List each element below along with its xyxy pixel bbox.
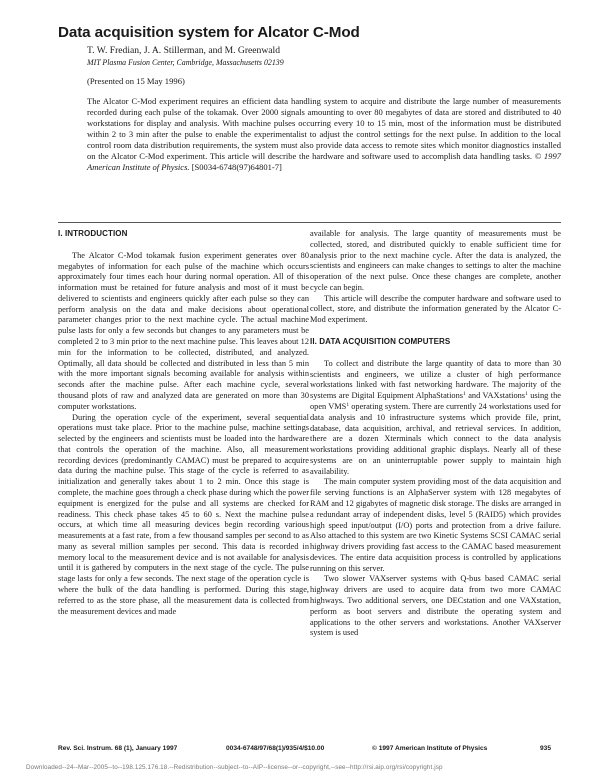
author-affiliation: MIT Plasma Fusion Center, Cambridge, Massachusetts 02139 [87,58,284,67]
section-heading-introduction: I. INTRODUCTION [58,229,128,238]
intro-paragraph-1: The Alcator C-Mod tokamak fusion experiment generates over 80 megabytes of information for each pulse of the machine which occurs approximately four times each hour during normal operation. All of this information must be retained for future analysis and most of it must be delivered to scientists and engineers quickly after each pulse so they can perform analysis on the data and make decisions about operational parameter changes prior to the next machine cycle. The actual machine pulse lasts for only a few seconds but changes to any parameters must be completed 2 to 3 min prior to the next machine pulse. This leaves about 12 min for the information to be collected, distributed, and analyzed. Optimally, all data should be collected and distributed in less than 5 min with the more important signals becoming available for analysis within seconds after the machine pulse. After each machine cycle, several thousand plots of raw and analyzed data are generated on more than 30 computer workstations. [58,250,309,411]
footer-code: 0034-6748/97/68(1)/935/4/$10.00 [226,745,325,752]
abstract-copyright: © 1997 American Institute of Physics. [87,150,562,172]
page-number: 935 [540,745,552,752]
footnote-ref[interactable]: 1 [463,391,466,398]
abstract-text: The Alcator C-Mod experiment requires an efficient data handling system to acquire and distribute the large number of measurements recorded during each pulse of the tokamak. Over 2000 signals amounting to over 80 megabytes of data are stored and distributed to 40 workstations for display and analysis. With machine pulses occurring every 10 to 15 min, most of the information must be distributed within 2 to 3 min after the pulse to enable the experimentalist to adjust the control settings for the next pulse. In addition to the local control room data distribution requirements, the system must also provide data access to remote sites which monitor diagnostics installed on the Alcator C-Mod experiment. This article will describe the hardware and software used to accomplish data handling tasks. [87,96,561,161]
paper-title: Data acquisition system for Alcator C-Mod [58,24,360,41]
intro-paragraph-last: This article will describe the computer hardware and software used to collect, store, and distribute the information generated by the Alcator C-Mod experiment. [310,293,561,325]
left-column [58,229,309,617]
paper-authors: T. W. Fredian, J. A. Stillerman, and M. Greenwald [87,45,280,56]
footer-copyright: © 1997 American Institute of Physics [372,745,488,752]
section-heading-data-acquisition: II. DATA ACQUISITION COMPUTERS [310,337,451,347]
header-divider [58,222,561,223]
footnote-ref[interactable]: 1 [525,391,528,398]
right-column [310,229,561,639]
intro-paragraph-continued: available for analysis. The large quantity of measurements must be collected, stored, and distributed quickly to enable sufficient time for analysis prior to the next machine cycle. After the data is analyzed, the scientists and engineers can make changes to settings to alter the machine operation of the next pulse. Once these changes are complete, another cycle can begin. [310,229,561,292]
footer-journal: Rev. Sci. Instrum. 68 (1), January 1997 [58,745,178,752]
computers-paragraph-1: To collect and distribute the large quantity of data to more than 30 scientists and engineers, we utilize a cluster of high performance workstations linked with fast networking hardware. The majority of the systems are Digital Equipment AlphaStations$^1$ and VAXstations$^1$ using the open VMS$^1$ operating system. There are currently 24 workstations used for data analysis and 10 infrastructure systems which provide file, print, database, data acquisition, archival, and retrieval services. In addition, there are a dozen Xterminals which connect to the data analysis workstations providing additional graphic displays. Nearly all of these systems are on an uninterruptable power supply to maintain high availability. [310,358,561,476]
download-notice: Downloaded--24--Mar--2005--to--198.125.176.18.--Redistribution--subject--to--AIP--license--or--copyright,--see--http://rsi.aip.org/rsi/copyright.jsp [26,764,443,771]
intro-paragraph-2: During the operation cycle of the experiment, several sequential operations must take place. Prior to the machine pulse, machine settings selected by the engineers and scientists must be loaded into the hardware that controls the operation of the machine. Also, all measurement recording devices (predominantly CAMAC) must be prepared to acquire data during the machine pulse. This stage of the cycle is referred to as initialization and generally takes about 1 to 2 min. Once this stage is complete, the machine goes through a check phase during which the power equipment is energized for the pulse and all systems are checked for readiness. This check phase takes 45 to 60 s. Next the machine pulse occurs, at which time all measuring devices begin recording various measurements at a fast rate, from a few thousand samples per second to as many as several million samples per second. This data is recorded in memory local to the measurement device and is not available for analysis until it is gathered by computers in the next stage of the cycle. The pulse stage lasts for only a few seconds. The next stage of the operation cycle is where the bulk of the data handling is performed. During this stage, referred to as the store phase, all the measurement data is collected from the measurement devices and made [58,412,309,616]
presentation-date: (Presented on 15 May 1996) [87,76,185,86]
computers-paragraph-3: Two slower VAXserver systems with Q-bus based CAMAC serial highway drivers are used to acquire data from two more CAMAC highways. Two additional servers, one DECstation and one VAXstation, perform as boot servers and distribute the operating system and applications to the other servers and workstations. Another VAXserver system is used [310,574,561,638]
abstract [87,96,561,173]
computers-paragraph-2: The main computer system providing most of the data acquisition and file serving functions is an AlphaServer system with 128 megabytes of RAM and 12 gigabytes of magnetic disk storage. The disks are arranged in a redundant array of independent disks, level 5 (RAID5) which provides high speed input/output (I/O) ports and protection from a drive failure. Also attached to this system are two Kinetic Systems SCSI CAMAC serial highway drivers providing fast access to the CAMAC based measurement devices. The entire data acquisition process is controlled by applications running on this server. [310,477,561,573]
abstract-code: [S0034-6748(97)64801-7] [191,161,282,172]
footnote-ref[interactable]: 1 [346,401,350,408]
